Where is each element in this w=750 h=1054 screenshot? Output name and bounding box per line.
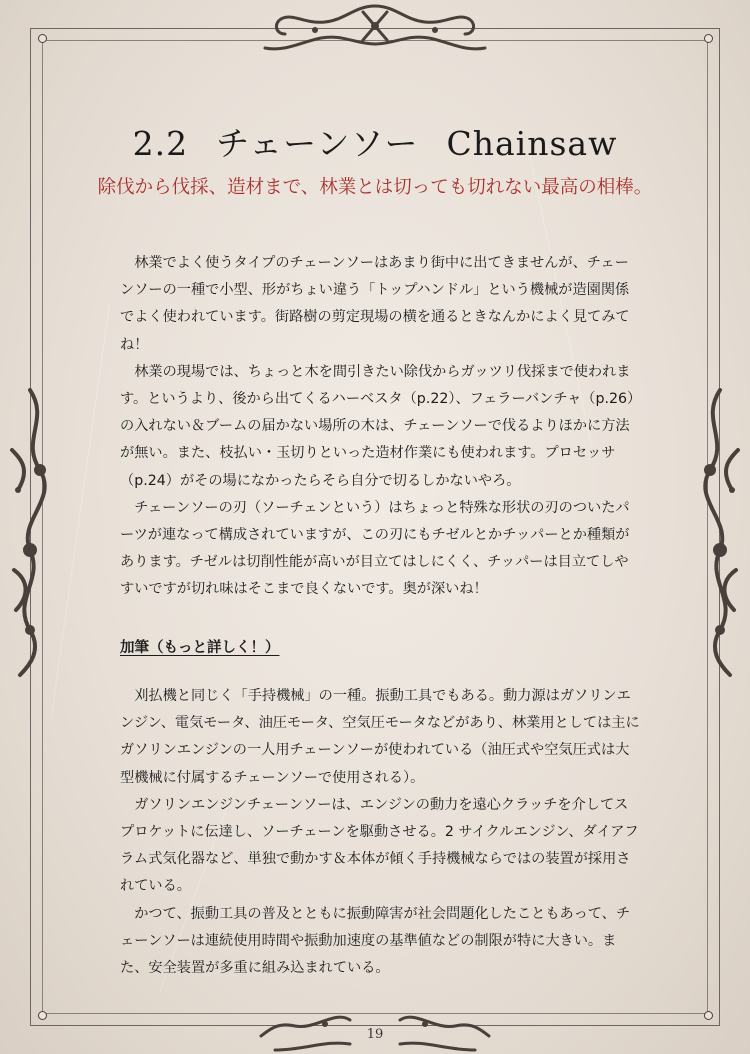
title-japanese: チェーンソー <box>216 124 419 163</box>
mechanical-vine-icon <box>690 380 750 680</box>
corner-dot <box>704 34 713 43</box>
paragraph: 林業の現場では、ちょっと木を間引きたい除伐からガッツリ伐採まで使われます。というより、後から出てくるハーベスタ（p.22）、フェラーバンチャ（p.26）の入れない＆ブームの届かない場所の木は、チェーンソーで伐るよりほかに方法が無い。また、枝払い・玉切りといった造材作業にも使われます。プロセッサ（p.24）がその場になかったらそら自分で切るしかないやろ。 <box>120 363 635 489</box>
corner-dot <box>704 1011 713 1020</box>
main-text-section <box>120 250 640 604</box>
scroll-ornament-icon <box>255 0 495 58</box>
paragraph: かつて、振動工具の普及とともに振動障害が社会問題化したこともあって、チェーンソーは連続使用時間や振動加速度の基準値などの制限が特に大きい。また、安全装置が多重に組み込まれている。 <box>120 905 631 977</box>
page-title <box>0 118 750 165</box>
corner-dot <box>38 1011 47 1020</box>
page-number: 19 <box>366 1027 384 1042</box>
paragraph: ガソリンエンジンチェーンソーは、エンジンの動力を遠心クラッチを介してスプロケットに伝達し、ソーチェーンを駆動させる。2 サイクルエンジン、ダイアフラム式気化器など、単独で動かす＆本体が傾く手持機械ならではの装置が採用されている。 <box>120 796 639 895</box>
supplement-text-section <box>120 683 640 982</box>
section-heading: 加筆（もっと詳しく！） <box>120 640 280 656</box>
subtitle: 除伐から伐採、造材まで、林業とは切っても切れない最高の相棒。 <box>97 177 653 198</box>
paragraph: チェーンソーの刃（ソーチェンという）はちょっと特殊な形状の刃のついたパーツが連なって構成されていますが、この刃にもチゼルとかチッパーとか種類があります。チゼルは切削性能が高いが目立てはしにくく、チッパーは目立てしやすいですが切れ味はそこまで良くないです。奥が深いね！ <box>120 499 630 598</box>
section-number: 2.2 <box>132 124 189 163</box>
paragraph: 林業でよく使うタイプのチェーンソーはあまり街中に出てきませんが、チェーンソーの一種で小型、形がちょい違う「トップハンドル」という機械が造園関係でよく使われています。街路樹の剪定現場の横を通るときなんかによく見てみてね！ <box>120 255 630 353</box>
corner-dot <box>38 34 47 43</box>
mechanical-vine-icon <box>0 380 60 680</box>
paragraph: 刈払機と同じく「手持機械」の一種。振動工具でもある。動力源はガソリンエンジン、電気モータ、油圧モータ、空気圧モータなどがあり、林業用としては主にガソリンエンジンの一人用チェーンソーが使われている（油圧式や空気圧式は大型機械に付属するチェーンソーで使用される）。 <box>120 688 640 786</box>
title-english: Chainsaw <box>446 124 618 163</box>
